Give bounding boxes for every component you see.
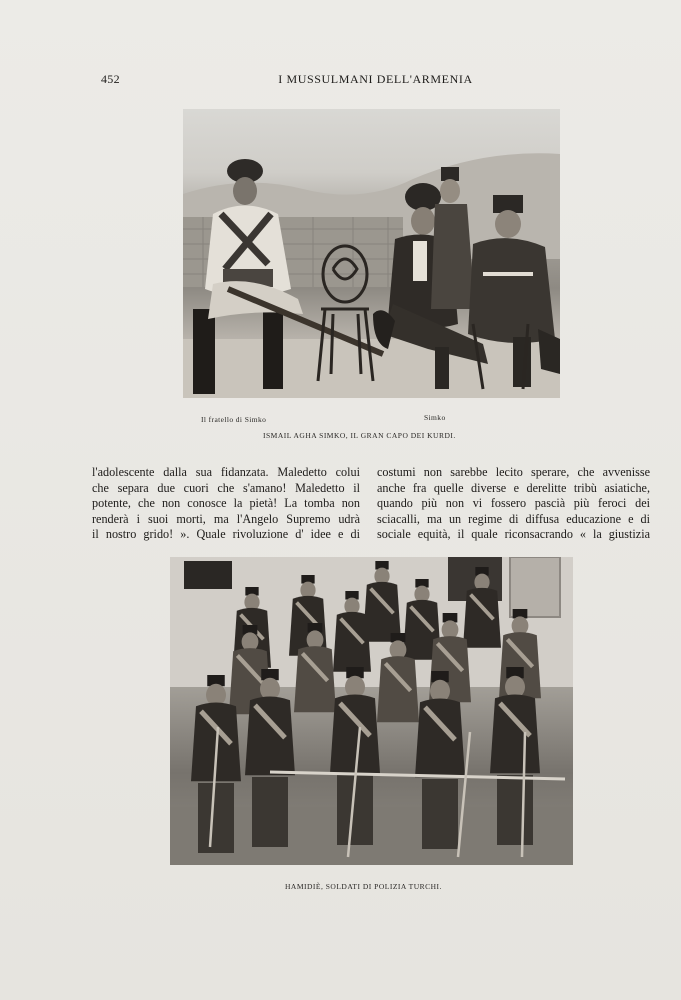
figure1-label-simko: Simko bbox=[424, 413, 446, 422]
figure1-caption: ISMAIL AGHA SIMKO, IL GRAN CAPO DEI KURDI. bbox=[263, 431, 456, 440]
photo-hamidie-soldiers bbox=[170, 557, 573, 865]
text-line: quando più non vi fossero pascià più feroci dei bbox=[377, 496, 650, 511]
figure1-label-brother: Il fratello di Simko bbox=[201, 415, 267, 424]
text-line: il nostro grido! ». Quale rivoluzione d' idee e di bbox=[92, 527, 360, 542]
text-line: renderà i suoi morti, ma l'Angelo Supremo udrà bbox=[92, 511, 360, 526]
text-line: sociale equità, il quale riconsacrando « la giustizia bbox=[377, 527, 650, 542]
photo-simko-illustration bbox=[183, 109, 560, 398]
photo-simko-and-brother bbox=[183, 109, 560, 398]
photo-hamidie-illustration bbox=[170, 557, 573, 865]
text-line: sciacalli, ma un regime di diffusa educazione e di bbox=[377, 511, 650, 526]
figure2-caption: HAMIDIÈ, SOLDATI DI POLIZIA TURCHI. bbox=[285, 882, 442, 891]
page-number: 452 bbox=[101, 72, 120, 86]
text-line: costumi non sarebbe lecito sperare, che avvenisse bbox=[377, 465, 650, 479]
text-column-right bbox=[377, 465, 650, 543]
text-column-left bbox=[92, 465, 360, 543]
text-line: che separa due cuori che s'amano! Maledetto il bbox=[92, 480, 360, 495]
text-line: anche fra quelle diverse e derelitte tribù asiatiche, bbox=[377, 480, 650, 495]
text-line: l'adolescente dalla sua fidanzata. Maledetto colui bbox=[92, 465, 360, 479]
text-line: potente, che non conosce la pietà! La tomba non bbox=[92, 496, 360, 511]
running-title: I MUSSULMANI DELL'ARMENIA bbox=[278, 72, 473, 86]
page-header bbox=[0, 72, 681, 92]
